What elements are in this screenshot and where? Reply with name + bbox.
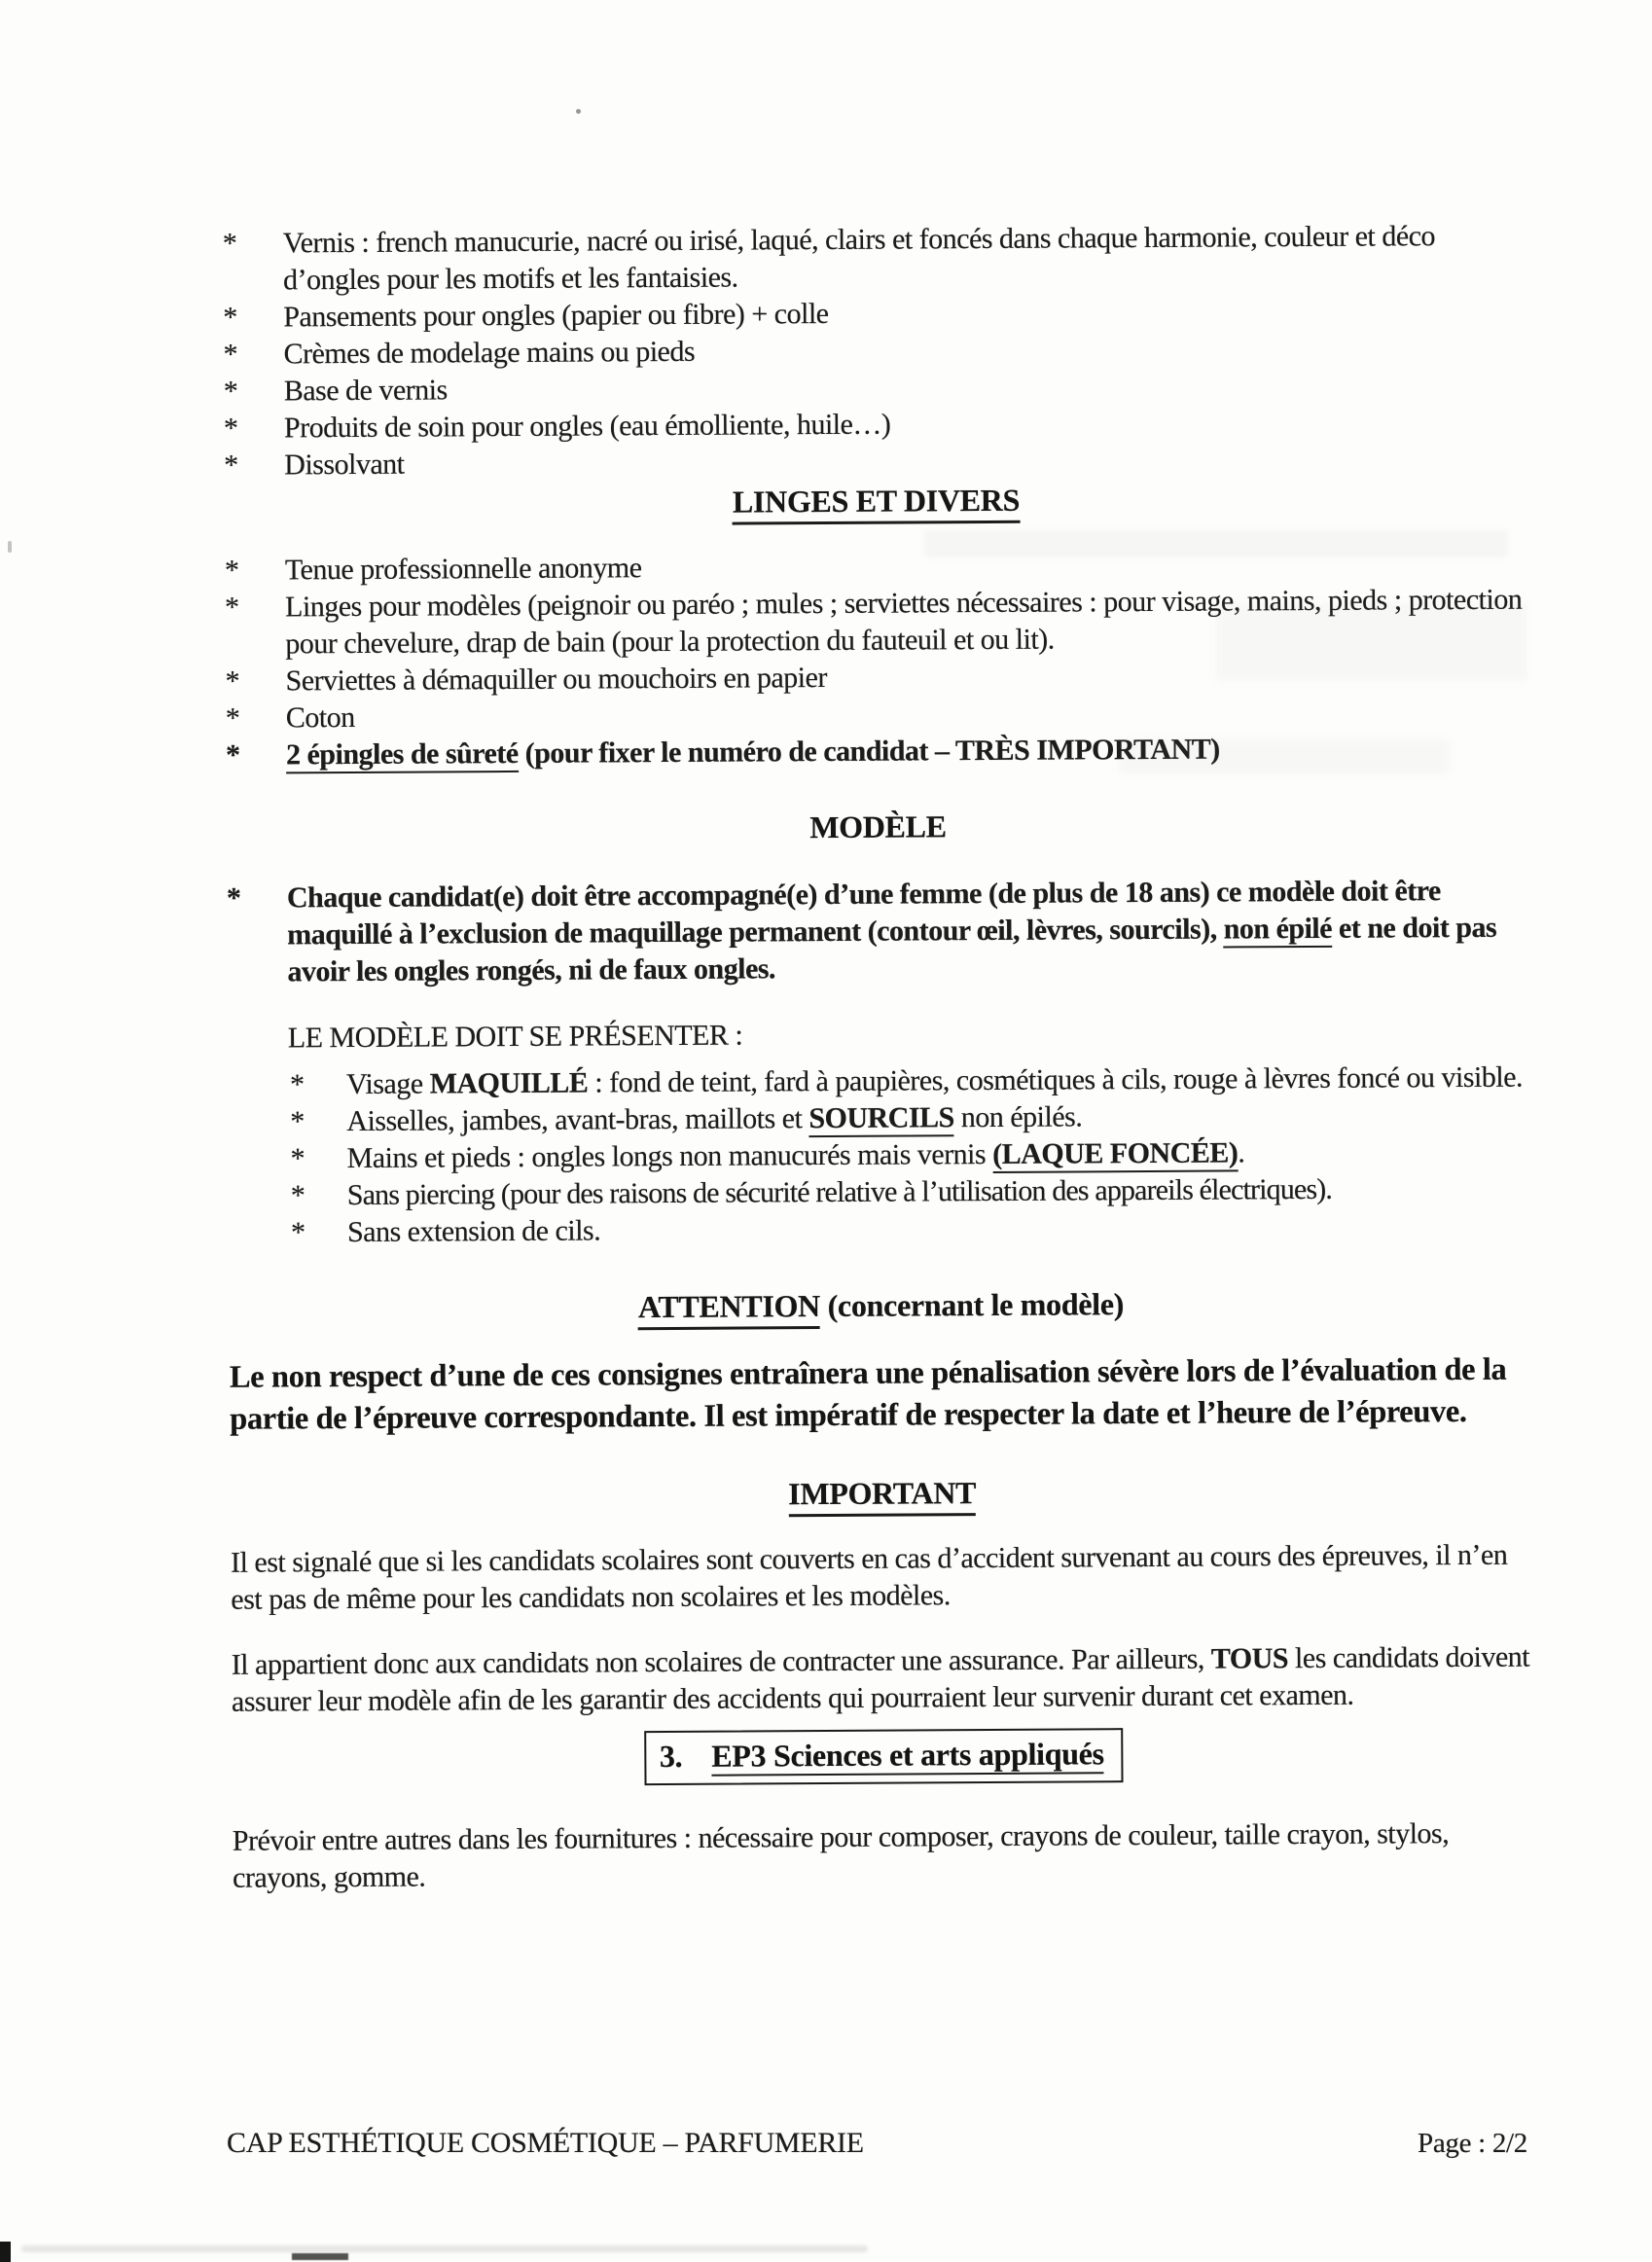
modele-intro-line xyxy=(228,1013,1531,1058)
bullet-asterisk: * xyxy=(223,338,238,371)
list-item-text: Pansements pour ongles (papier ou fibre) + colle xyxy=(283,297,829,334)
page-footer xyxy=(227,2127,1527,2160)
list-item-text xyxy=(346,1059,1523,1103)
heading-suffix: (concernant le modèle) xyxy=(819,1286,1125,1324)
sub-c-2: . xyxy=(1238,1136,1245,1169)
section-heading-linges xyxy=(224,479,1527,523)
modele-bullet xyxy=(227,873,1531,991)
modele-text-2: et ne doit pas avoir les ongles rongés, ni de faux ongles. xyxy=(287,911,1497,988)
list-item xyxy=(225,582,1528,664)
section-heading-important xyxy=(231,1471,1534,1516)
epingles-underlined: 2 épingles de sûreté xyxy=(286,737,519,773)
bullet-asterisk: * xyxy=(225,738,240,772)
bullet-asterisk: * xyxy=(224,449,238,482)
sub-a-1: Visage xyxy=(346,1067,430,1101)
heading-text: IMPORTANT xyxy=(788,1475,976,1517)
modele-bullet-text xyxy=(287,873,1531,991)
bullet-asterisk: * xyxy=(225,591,239,624)
sub-c-1: Mains et pieds : ongles longs non manucurés mais vernis xyxy=(346,1137,993,1175)
list-item-text xyxy=(346,1098,1082,1140)
modele-intro-text: LE MODÈLE DOIT SE PRÉSENTER : xyxy=(287,1019,743,1055)
important-paragraph-1: Il est signalé que si les candidats scolaires sont couverts en cas d’accident survenant au cours des épreuves, il n’en est pas de même pour les candidats non scolaires et les modèles. xyxy=(231,1538,1508,1616)
list-item-text: Crèmes de modelage mains ou pieds xyxy=(283,335,696,371)
list-item-text xyxy=(346,1134,1244,1177)
list-item xyxy=(223,218,1526,300)
list-item-text: Vernis : french manucurie, nacré ou irisé, laqué, clairs et foncés dans chaque harmonie, couleur et déco d’ongles pour les motifs et les fantaisies. xyxy=(282,220,1436,297)
bullet-asterisk: * xyxy=(290,1216,305,1249)
sub-b-underlined: SOURCILS xyxy=(808,1101,954,1137)
list-item xyxy=(291,1207,1532,1252)
bullet-asterisk: * xyxy=(223,412,238,445)
list-item xyxy=(290,1059,1531,1104)
footer-document-title: CAP ESTHÉTIQUE COSMÉTIQUE – PARFUMERIE xyxy=(227,2127,864,2159)
list-item-text: Dissolvant xyxy=(284,448,405,482)
sub-b-1: Aisselles, jambes, avant-bras, maillots et xyxy=(346,1102,809,1138)
list-item-text: Tenue professionnelle anonyme xyxy=(284,552,642,587)
list-item-text: Coton xyxy=(285,700,355,735)
list-item-epingles xyxy=(226,730,1529,774)
bullet-asterisk: * xyxy=(222,227,237,260)
bullet-asterisk: * xyxy=(290,1068,305,1101)
materials-list xyxy=(223,218,1528,485)
p2-bold-tous: TOUS xyxy=(1210,1642,1289,1675)
bullet-asterisk: * xyxy=(226,881,241,915)
sub-c-underlined: (LAQUE FONCÉE) xyxy=(992,1136,1238,1173)
ep3-paragraph: Prévoir entre autres dans les fournitures : nécessaire pour composer, crayons de couleur, taille crayon, stylos, crayons, gomme. xyxy=(232,1817,1450,1894)
bullet-asterisk: * xyxy=(290,1179,305,1212)
sub-a-2: : fond de teint, fard à paupières, cosmétiques à cils, rouge à lèvres foncé ou visible. xyxy=(588,1060,1524,1099)
section-heading-attention xyxy=(229,1283,1532,1328)
bullet-asterisk: * xyxy=(224,554,239,587)
intro-indent xyxy=(228,1020,288,1057)
important-paragraph-2 xyxy=(232,1639,1535,1721)
list-item-text: Linges pour modèles (peignoir ou paréo ; mules ; serviettes nécessaires : pour visage, mains, pieds ; protection pour chevelure, drap de bain (pour la protection du fauteuil et ou lit). xyxy=(285,583,1523,661)
ep3-heading-wrap xyxy=(232,1726,1535,1788)
ep3-title-underlined: EP3 Sciences et arts appliqués xyxy=(711,1736,1104,1776)
bullet-asterisk: * xyxy=(223,375,238,408)
footer-page-number: Page : 2/2 xyxy=(1418,2128,1527,2159)
bullet-asterisk: * xyxy=(225,664,240,698)
list-item-text: Sans extension de cils. xyxy=(346,1214,601,1249)
bullet-asterisk: * xyxy=(223,301,237,334)
bullet-asterisk: * xyxy=(290,1105,305,1138)
ep3-number: 3. xyxy=(659,1738,683,1775)
epingles-rest: (pour fixer le numéro de candidat – TRÈS IMPORTANT) xyxy=(518,733,1220,770)
modele-sublist xyxy=(290,1059,1532,1252)
sub-a-bold: MAQUILLÉ xyxy=(429,1066,589,1100)
bullet-asterisk: * xyxy=(290,1142,305,1175)
list-item-text: Base de vernis xyxy=(283,374,448,408)
linges-list xyxy=(225,545,1529,774)
list-item-text xyxy=(286,732,1220,774)
modele-underlined: non épilé xyxy=(1224,913,1333,949)
list-item-text: Produits de soin pour ongles (eau émolliente, huile…) xyxy=(283,408,891,445)
sub-b-2: non épilés. xyxy=(953,1100,1083,1134)
section-heading-modele: MODÈLE xyxy=(809,808,947,845)
attention-paragraph: Le non respect d’une de ces consignes entraînera une pénalisation sévère lors de l’évaluation de la partie de l’épreuve correspondante. Il est impératif de respecter la date et l’heure de l’épreuve. xyxy=(229,1351,1507,1437)
heading-text: LINGES ET DIVERS xyxy=(733,483,1020,525)
heading-text: ATTENTION xyxy=(638,1288,820,1330)
p2-text-1: Il appartient donc aux candidats non scolaires de contracter une assurance. Par ailleurs, xyxy=(231,1642,1211,1681)
modele-text-1: Chaque candidat(e) doit être accompagné(e) d’une femme (de plus de 18 ans) ce modèle doit être maquillé à l’exclusion de maquillage permanent (contour œil, lèvres, sourcils), xyxy=(286,875,1441,951)
list-item-text: Sans piercing (pour des raisons de sécurité relative à l’utilisation des appareils électriques). xyxy=(346,1172,1333,1212)
p2-text-2: les candidats doivent assurer leur modèle afin de les garantir des accidents qui pourraient leur survenir durant cet examen. xyxy=(231,1640,1530,1718)
ep3-boxed-heading xyxy=(644,1728,1124,1785)
list-item-text: Serviettes à démaquiller ou mouchoirs en papier xyxy=(285,661,828,698)
bullet-asterisk: * xyxy=(225,701,240,735)
